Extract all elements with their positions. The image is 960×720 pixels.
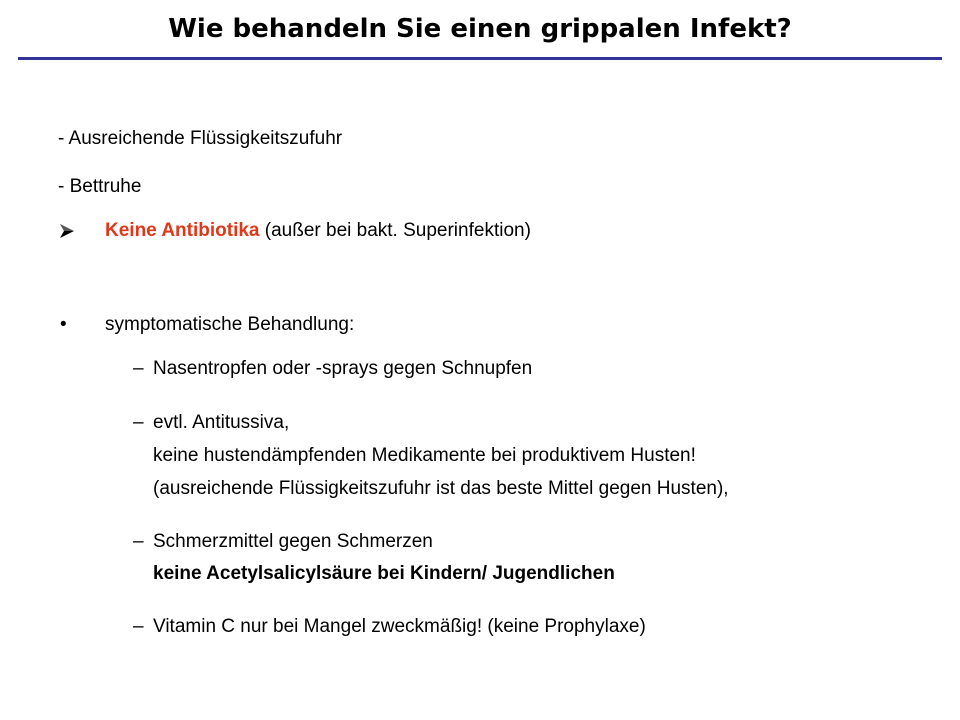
title-divider — [18, 57, 942, 60]
dash-bullet: – — [133, 412, 144, 433]
dash-bullet: – — [133, 531, 144, 552]
sub-nasal-sprays: Nasentropfen oder -sprays gegen Schnupfen — [153, 358, 533, 379]
item-bedrest: - Bettruhe — [58, 176, 142, 197]
sub-antitussiva-warning: keine hustendämpfenden Medikamente bei produktivem Husten! — [153, 445, 696, 466]
sub-antitussiva: evtl. Antitussiva, — [153, 412, 290, 433]
sub-antitussiva-note: (ausreichende Flüssigkeitszufuhr ist das beste Mittel gegen Husten), — [153, 478, 729, 499]
item-antibiotics — [105, 220, 531, 242]
bullet-dot: • — [60, 314, 67, 335]
item-fluids: - Ausreichende Flüssigkeitszufuhr — [58, 128, 343, 149]
arrow-bullet-icon — [58, 222, 76, 240]
sub-vitamin-c: Vitamin C nur bei Mangel zweckmäßig! (keine Prophylaxe) — [153, 616, 646, 637]
antibiotics-emphasis: Keine Antibiotika — [105, 220, 260, 241]
dash-bullet: – — [133, 616, 144, 637]
antibiotics-note: (außer bei bakt. Superinfektion) — [259, 220, 531, 241]
sub-painkillers-warning: keine Acetylsalicylsäure bei Kindern/ Jugendlichen — [153, 563, 615, 584]
dash-bullet: – — [133, 358, 144, 379]
slide-title: Wie behandeln Sie einen grippalen Infekt? — [168, 14, 792, 44]
symptomatic-heading: symptomatische Behandlung: — [105, 314, 355, 335]
sub-painkillers: Schmerzmittel gegen Schmerzen — [153, 531, 433, 552]
